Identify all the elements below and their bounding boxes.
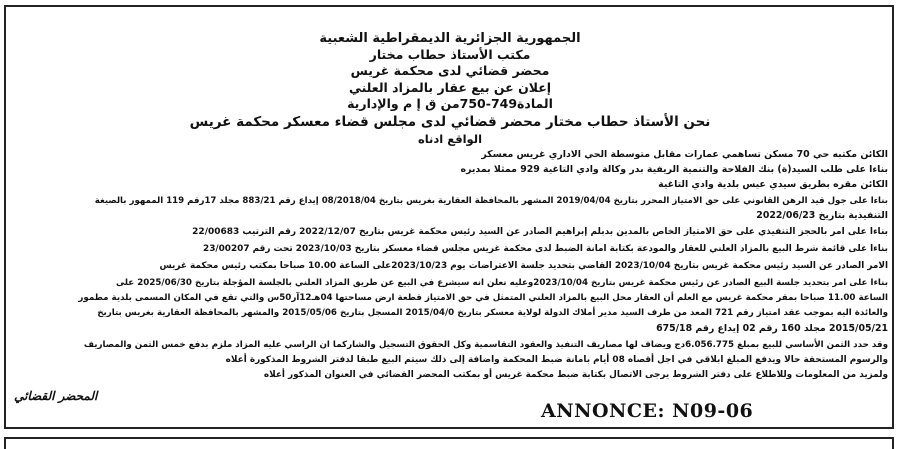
header-bailiff: محضر قضائي لدى محكمة غريس bbox=[350, 63, 550, 78]
header-undersigned: الواقع ادناه bbox=[417, 132, 483, 146]
body-seizure-order: بناءا على امر بالحجز التنفيذي على حق الامتياز الخاص بالمدين بدبلم إبراهيم الصادر عن السيد رئيس محكمة غريس بتاريخ 2022/12/07 رقم الترتيب 22/00683 bbox=[192, 227, 888, 237]
body-base-price: وقد حدد الثمن الأساسي للبيع بمبلغ 6.056.775دج ويضاف لها مصاريف التنفيذ والعقود التقاسمية وكل الحقوق التسجيل والشاركما ان الراسي عليه المزاد ملزم بدفع خمس الثمن والمصاريف bbox=[83, 340, 888, 350]
annonce-number: ANNONCE: N09-06 bbox=[541, 400, 754, 422]
header-article: المادة749-750من ق إ م والإدارية bbox=[347, 96, 553, 111]
body-bank-address: الكائن مقره بطريق سيدي عيس بلدية وادي التاغية bbox=[658, 179, 888, 190]
body-request: بناءا على طلب السيد(ة) بنك الفلاحة والتنمية الريفية بدر وكالة وادي التاغية 929 ممثلا بمديره bbox=[460, 164, 888, 175]
header-office: مكتب الأستاذ حطاب مختار bbox=[369, 47, 531, 62]
next-notice-border bbox=[4, 437, 894, 449]
body-mortgage: بناءا على جول قيد الرهن القانوني على حق الامتياز المحرر بتاريخ 2019/04/04 المشهر بالمحافظة العقارية بغريس بتاريخ 08/2018/04 إيداع رقم 883/21 مجلد 17رقم 119 الممهور بالصيغة bbox=[94, 196, 888, 206]
body-property-desc: الساعة 11.00 صباحا بمقر محكمة غريس مع العلم أن العقار محل البيع بالمزاد العلني المتمثل في حق الامتياز قطعة ارض مساحتها 04هـ12آر50س والتي تقع في المكان المسمى بلدية مطمور bbox=[78, 293, 888, 303]
body-office-address: الكائن مكتبه حي 70 مسكن تساهمي عمارات مقابل متوسطة الحي الاداري غريس معسكر bbox=[481, 149, 888, 160]
body-more-info: ولمزيد من المعلومات وللاطلاع على دفتر الشروط يرجى الاتصال بكتابة ضبط محكمة غريس أو بمكتب المحضر القضائي في العنوان المذكور أعلاه bbox=[263, 370, 888, 380]
body-payment-terms: والرسوم المستحقة حالا ويدفع المبلغ ابلاقي في اجل أقصاه 08 أيام بامانة ضبط المحكمة واضافة إلى ذلك سيتم البيع طبقا لدفتر الشروط المذكورة أعلاه bbox=[225, 355, 888, 365]
header-announcement: إعلان عن بيع عقار بالمزاد العلني bbox=[348, 80, 552, 95]
body-sale-date: بناءا على امر بتحديد جلسة البيع الصادر عن رئيس محكمة غريس بتاريخ 2023/10/04وعليه نعلن انه سيشرع في البيع عن طريق المزاد العلني بالجلسة المؤجلة بتاريخ 2025/06/30 على bbox=[115, 278, 888, 288]
body-mortgage-cont: التنفيذية بتاريخ 2022/06/23 bbox=[756, 210, 888, 221]
body-deed-registration: 2015/05/21 مجلد 160 رقم 02 إيداع رقم 675/18 bbox=[656, 323, 888, 334]
body-concession-deed: والعائدة اليه بموجب عقد امتياز رقم 721 المعد من طرف السيد مدير أملاك الدولة لولاية معسكر بتاريخ 2015/04/0 المسجل بتاريخ 2015/05/06 والمشهر بالمحافظة العقارية بغريس بتاريخ bbox=[97, 308, 888, 318]
header-republic: الجمهورية الجزائرية الديمقراطية الشعبية bbox=[319, 31, 581, 46]
header-bailiff-intro: نحن الأستاذ حطاب مختار محضر قضائي لدى مجلس قضاء معسكر محكمة غريس bbox=[189, 114, 711, 130]
body-conditions-list: بناءا على قائمة شرط البيع بالمزاد العلني للعقار والمودعة بكتابة امانة الضبط لدى محكمة غريس مجلس قضاء معسكر بتاريخ 2023/10/03 تحت رقم 23/00207 bbox=[203, 244, 888, 254]
body-objections-hearing: الامر الصادر عن السيد رئيس محكمة غريس بتاريخ 2023/10/04 القاضي بتحديد جلسة الاعتراضات يوم 2023/10/23على الساعة 10.00 صباحا بمكتب رئيس محكمة غريس bbox=[159, 261, 888, 271]
signature-bailiff: المحضر القضائي bbox=[14, 389, 98, 403]
